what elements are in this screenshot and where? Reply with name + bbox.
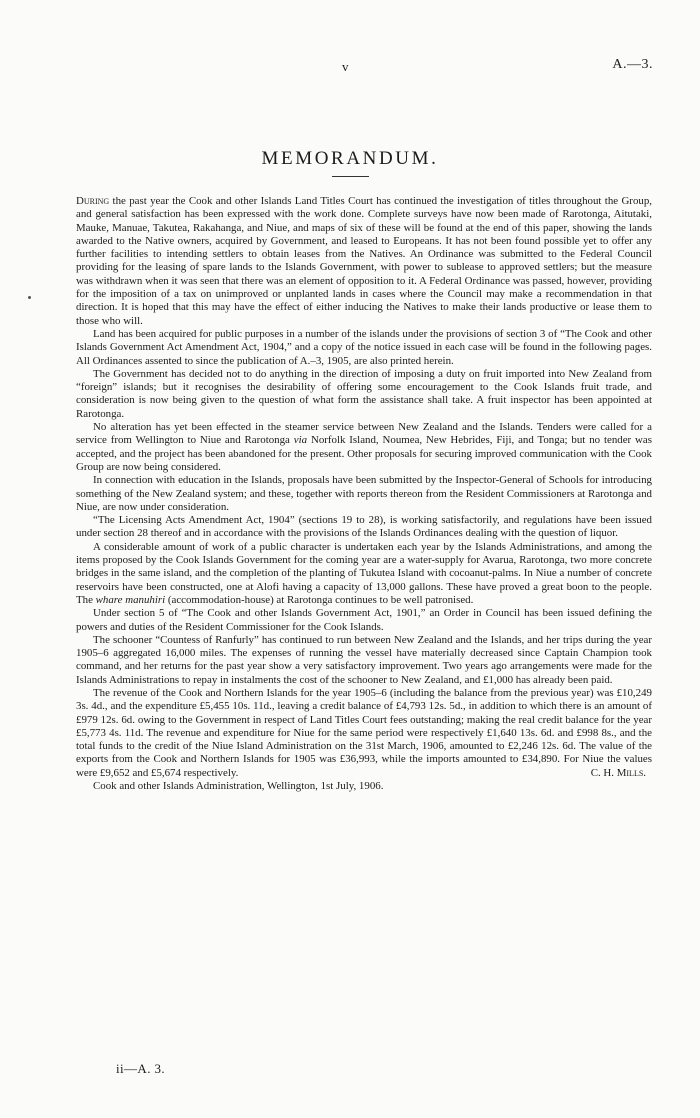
paragraph: Land has been acquired for public purposes in a number of the islands under the provisions of section 3 of “The Cook and other Islands Government Act Amendment Act, 1904,” and a copy of the notice issued in each case will be found in the following pages. All Ordinances assented to since the publication of A.–3, 1905, are also printed herein.	[76, 327, 652, 367]
paragraph-text: No alteration has yet been effected in the steamer service between New Zealand and the Islands. Tenders were called for a service from Wellington to Niue and Rarotonga	[76, 421, 652, 447]
paragraph-text: The revenue of the Cook and Northern Islands for the year 1905–6 (including the balance from the previous year) was £10,249 3s. 4d., and the expenditure £5,455 10s. 11d., leaving a credit balance of £4,793 12s. 5d., in addition to which there is an amount of £979 12s. 6d. owing to the Government in respect of Land Titles Court fees outstanding; making the real credit balance for the year £5,773 4s. 11d. The revenue and expenditure for Niue for the same period were respectively £1,640 13s. 6d. and £998 8s., and the total funds to the credit of the Niue Island Administration on the 31st March, 1906, amounted to £2,246 12s. 6d. The value of the exports from the Cook and Northern Islands for 1905 was £36,993, while the imports amounted to £34,890. For Niue the values were £9,652 and £5,674 respectively.	[76, 686, 652, 779]
signature: C. H. Mills.	[590, 766, 646, 779]
memorandum-body	[76, 195, 652, 793]
paragraph: The Government has decided not to do anything in the direction of imposing a duty on fruit imported into New Zealand from “foreign” islands; but it recognises the desirability of offering some encouragement to the Cook Islands fruit trade, and consideration is now being given to the question of what form the assistance shall take. A fruit inspector has been appointed at Rarotonga.	[76, 367, 652, 420]
paragraph: Under section 5 of “The Cook and other Islands Government Act, 1901,” an Order in Council has been issued defining the powers and duties of the Resident Commissioner for the Cook Islands.	[76, 607, 652, 633]
paragraph	[76, 421, 652, 474]
title-rule	[332, 176, 369, 177]
lead-word: During	[76, 195, 110, 207]
page-number: v	[342, 59, 349, 74]
margin-mark	[28, 296, 31, 299]
page-title: MEMORANDUM.	[261, 148, 439, 169]
paragraph	[76, 687, 652, 780]
italic-text: whare manuhiri	[95, 593, 166, 606]
paragraph: In connection with education in the Islands, proposals have been submitted by the Inspector-General of Schools for introducing something of the New Zealand system; and these, together with reports thereon from the Resident Commissioners at Rarotonga and Niue, are now under consideration.	[76, 474, 652, 513]
paragraph-text: Norfolk Island, Noumea, New Hebrides, Fiji, and Tonga; but no tender was accepted, and the project has been abandoned for the present. Other proposals for securing improved communication with the Cook Group are now being considered.	[76, 434, 652, 473]
dateline: Cook and other Islands Administration, Wellington, 1st July, 1906.	[93, 780, 384, 793]
document-reference: A.—3.	[612, 57, 653, 72]
italic-text: via	[293, 434, 308, 447]
paragraph-text: A considerable amount of work of a public character is undertaken each year by the Islands Administrations, and among the items proposed by the Cook Islands Government for the coming year are a water-supply for Avarua, Rarotonga, two more concrete bridges in the same island, and the completion of the planting of Tukutea Island with cocoanut-palms. In Niue a number of concrete reservoirs have been constructed, one at Alofi having a capacity of 13,000 gallons. These have proved a great boon to the people. The	[76, 540, 652, 606]
paragraph	[76, 541, 652, 607]
footer-reference: ii—A. 3.	[116, 1061, 166, 1076]
paragraph: The schooner “Countess of Ranfurly” has continued to run between New Zealand and the Islands, and her trips during the year 1905–6 aggregated 16,000 miles. The expenses of running the vessel have materially decreased since Captain Champion took command, and her returns for the past year show a very satisfactory improvement. Two years ago arrangements were made for the Islands Administrations to repay in instalments the cost of the schooner to New Zealand, and £1,000 has already been paid.	[76, 633, 652, 686]
paragraph-text: the past year the Cook and other Islands Land Titles Court has continued the investigation of titles throughout the Group, and general satisfaction has been expressed with the work done. Complete surveys have now been made of Rarotonga, Aitutaki, Mauke, Manuae, Takutea, Rakahanga, and Niue, and maps of six of these will be found at the end of this paper, showing the lands awarded to the Native owners, acquired by Government, and leased to Europeans. It has not been found possible yet to offer any further facilities to intending settlers to obtain leases from the Natives. An Ordinance was submitted to the Federal Council providing for the leasing of spare lands to the Islands Government, with power to sublease to approved settlers; but the measure was withdrawn when it was seen that there was an element of opposition to it. A Federal Ordinance was passed, however, providing for the imposition of a tax on unimproved or unplanted lands in cases where the Council may make a recommendation in that direction. It is hoped that this may have the effect of either inducing the Natives to make their lands productive or lease them to those who will.	[76, 195, 652, 327]
paragraph-text: (accommodation-house) at Rarotonga continues to be well patronised.	[165, 593, 474, 606]
paragraph	[76, 195, 652, 328]
paragraph: “The Licensing Acts Amendment Act, 1904” (sections 19 to 28), is working satisfactorily, and regulations have been issued under section 28 thereof and in accordance with the provisions of the Islands Ordinances dealing with the question of liquor.	[76, 514, 652, 540]
